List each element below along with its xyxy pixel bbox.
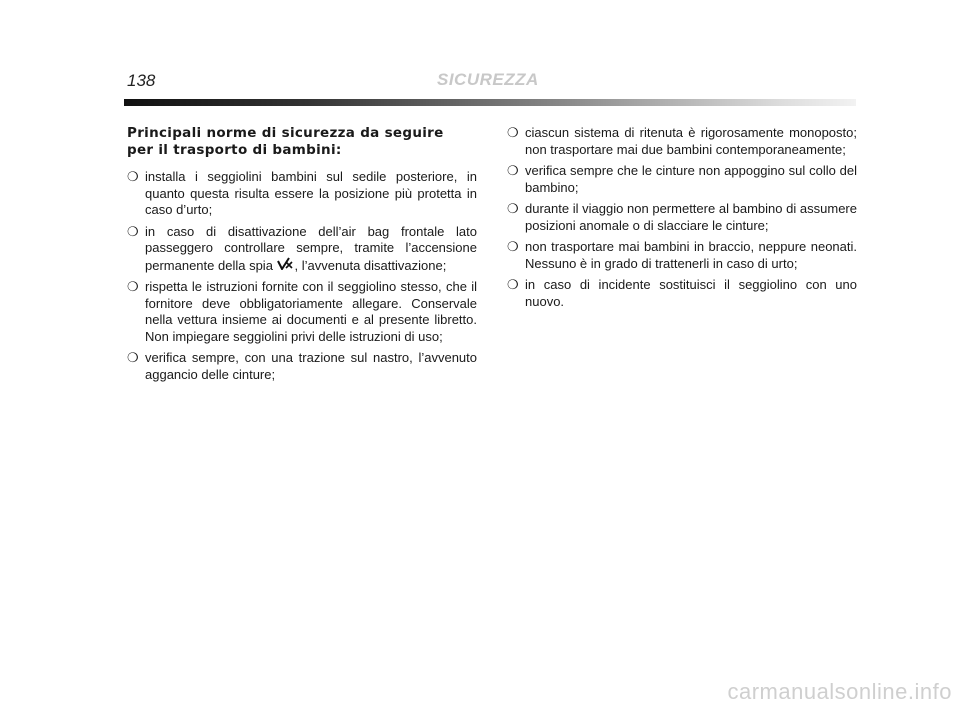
list-item-text: in caso di incidente sostituisci il seggiolino con uno nuovo. bbox=[525, 277, 857, 309]
list-item-text-tail: , l’avvenuta disattivazione; bbox=[294, 257, 447, 273]
list-item-text: installa i seggiolini bambini sul sedile posteriore, in quanto questa risulta essere la posizione più protetta in caso d’urto; bbox=[145, 169, 477, 217]
list-item bbox=[507, 163, 857, 196]
list-item bbox=[507, 239, 857, 272]
bullet-icon: ❍ bbox=[127, 223, 139, 239]
heading-line-1: Principali norme di sicurezza da seguire bbox=[127, 125, 444, 141]
list-item bbox=[507, 277, 857, 310]
section-title: SICUREZZA bbox=[437, 70, 539, 89]
right-column bbox=[507, 125, 857, 315]
header-rule bbox=[124, 99, 856, 106]
right-rules-list bbox=[507, 125, 857, 310]
bullet-icon: ❍ bbox=[507, 201, 519, 216]
list-item-text: verifica sempre che le cinture non appoggino sul collo del bambino; bbox=[525, 163, 857, 195]
list-item-text: non trasportare mai bambini in braccio, neppure neonati. Nessuno è in grado di trattenerli in caso di urto; bbox=[525, 239, 857, 271]
list-item-text: verifica sempre, con una trazione sul nastro, l’avvenuto aggancio delle cinture; bbox=[145, 350, 477, 382]
list-item-text: rispetta le istruzioni fornite con il seggiolino stesso, che il fornitore deve obbligatoriamente allegare. Conservale nella vettura insieme ai documenti e al presente libretto. Non impiegare seggiolini privi delle istruzioni di uso; bbox=[145, 279, 477, 344]
watermark: carmanualsonline.info bbox=[727, 679, 952, 704]
list-item-text: ciascun sistema di ritenuta è rigorosamente monoposto; non trasportare mai due bambini contemporaneamente; bbox=[525, 125, 857, 157]
airbag-off-warning-icon bbox=[277, 257, 293, 275]
list-item bbox=[127, 350, 477, 383]
bullet-icon: ❍ bbox=[507, 125, 519, 140]
list-item-text: durante il viaggio non permettere al bambino di assumere posizioni anomale o di slacciare le cinture; bbox=[525, 201, 857, 233]
left-column bbox=[127, 125, 477, 388]
bullet-icon: ❍ bbox=[127, 279, 139, 294]
bullet-icon: ❍ bbox=[507, 163, 519, 178]
heading-line-2: per il trasporto di bambini: bbox=[127, 142, 342, 158]
section-heading bbox=[127, 125, 477, 159]
list-item bbox=[507, 201, 857, 234]
list-item bbox=[127, 224, 477, 275]
list-item bbox=[127, 279, 477, 345]
list-item-text: in caso di disattivazione dell’air bag frontale lato passeggero controllare sempre, tramite l’accensione permanente della spia bbox=[145, 223, 477, 273]
list-item bbox=[127, 169, 477, 219]
bullet-icon: ❍ bbox=[507, 277, 519, 292]
list-item bbox=[507, 125, 857, 158]
bullet-icon: ❍ bbox=[127, 169, 139, 184]
bullet-icon: ❍ bbox=[507, 239, 519, 254]
bullet-icon: ❍ bbox=[127, 350, 139, 365]
page-number: 138 bbox=[127, 71, 156, 90]
left-rules-list bbox=[127, 169, 477, 383]
